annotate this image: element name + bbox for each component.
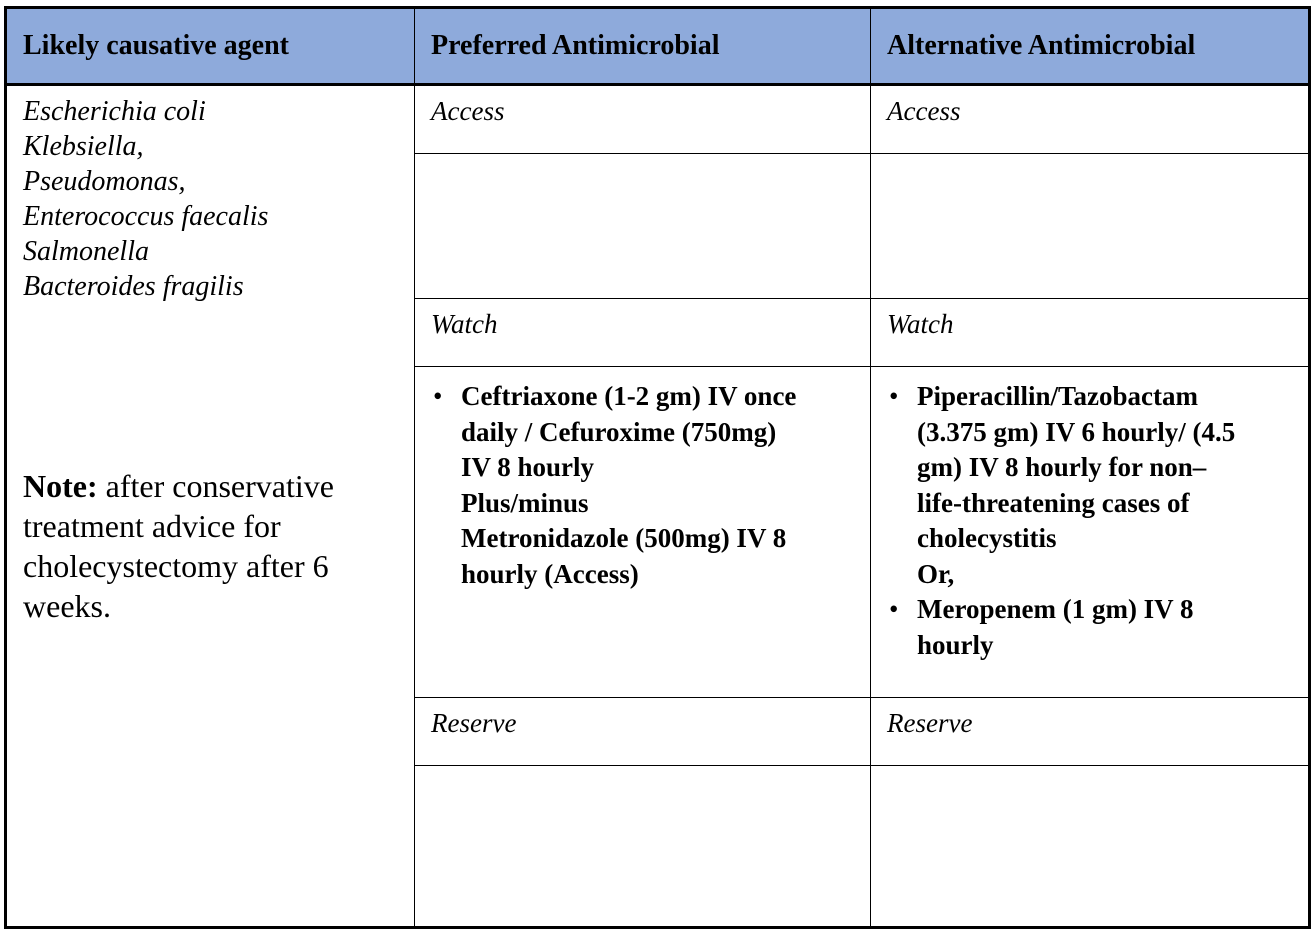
- alternative-reserve-label: Reserve: [887, 708, 973, 738]
- note-label: Note:: [23, 468, 98, 504]
- drug-line: IV 8 hourly: [461, 452, 595, 482]
- drug-line: hourly (Access): [461, 558, 639, 589]
- agent-item: Escherichia coli: [23, 96, 206, 127]
- bullet-icon: •: [889, 381, 899, 411]
- alternative-access-label: Access: [887, 96, 961, 126]
- agent-item: Bacteroides fragilis: [23, 271, 244, 302]
- antimicrobial-table: [4, 6, 1311, 929]
- preferred-watch-list: [431, 379, 870, 592]
- agent-item: Pseudomonas,: [23, 166, 186, 197]
- drug-line: cholecystitis: [917, 523, 1057, 553]
- drug-line: Piperacillin/Tazobactam: [917, 381, 1198, 411]
- causative-agent-cell: [6, 85, 415, 928]
- preferred-watch-label-cell: [415, 299, 871, 367]
- drug-line: Meropenem (1 gm) IV 8: [917, 594, 1194, 624]
- drug-line: daily / Cefuroxime (750mg): [461, 416, 777, 447]
- preferred-access-label-cell: [415, 85, 871, 154]
- preferred-watch-label: Watch: [431, 309, 498, 339]
- preferred-access-label: Access: [431, 96, 505, 126]
- alternative-watch-label-cell: [871, 299, 1310, 367]
- drug-line: Or,: [917, 558, 955, 589]
- alternative-access-label-cell: [871, 85, 1310, 154]
- bullet-icon: •: [433, 381, 443, 411]
- bullet-icon: •: [889, 594, 899, 624]
- alternative-access-content: [871, 154, 1310, 299]
- alternative-reserve-label-cell: [871, 698, 1310, 766]
- drug-line: (3.375 gm) IV 6 hourly/ (4.5: [917, 416, 1236, 447]
- header-preferred-antimicrobial: Preferred Antimicrobial: [415, 8, 871, 85]
- preferred-reserve-content: [415, 766, 871, 928]
- drug-line: Ceftriaxone (1-2 gm) IV once: [461, 381, 797, 411]
- agent-item: Enterococcus faecalis: [23, 201, 269, 232]
- alternative-watch-label: Watch: [887, 309, 954, 339]
- preferred-watch-content: [415, 367, 871, 698]
- drug-line: life-threatening cases of: [917, 487, 1190, 518]
- drug-line: hourly: [917, 629, 994, 660]
- preferred-reserve-label: Reserve: [431, 708, 517, 738]
- agent-item: Salmonella: [23, 236, 149, 267]
- header-alternative-antimicrobial: Alternative Antimicrobial: [871, 8, 1310, 85]
- access-label-row: [6, 85, 1310, 154]
- preferred-access-content: [415, 154, 871, 299]
- preferred-reserve-label-cell: [415, 698, 871, 766]
- alternative-reserve-content: [871, 766, 1310, 928]
- note-body: after conservative treatment advice for cholecystectomy after 6 weeks.: [23, 468, 334, 624]
- drug-line: gm) IV 8 hourly for non–: [917, 452, 1207, 482]
- list-item: [431, 379, 870, 592]
- agent-list: [23, 94, 414, 304]
- header-causative-agent: Likely causative agent: [6, 8, 415, 85]
- drug-line: Plus/minus: [461, 487, 589, 518]
- note-text: [23, 466, 383, 626]
- list-item: [887, 592, 1308, 663]
- agent-item: Klebsiella,: [23, 131, 144, 162]
- antimicrobial-table-container: [4, 6, 1308, 933]
- list-item: [887, 379, 1308, 592]
- header-row: [6, 8, 1310, 85]
- drug-line: Metronidazole (500mg) IV 8: [461, 523, 787, 553]
- alternative-watch-list: [887, 379, 1308, 663]
- alternative-watch-content: [871, 367, 1310, 698]
